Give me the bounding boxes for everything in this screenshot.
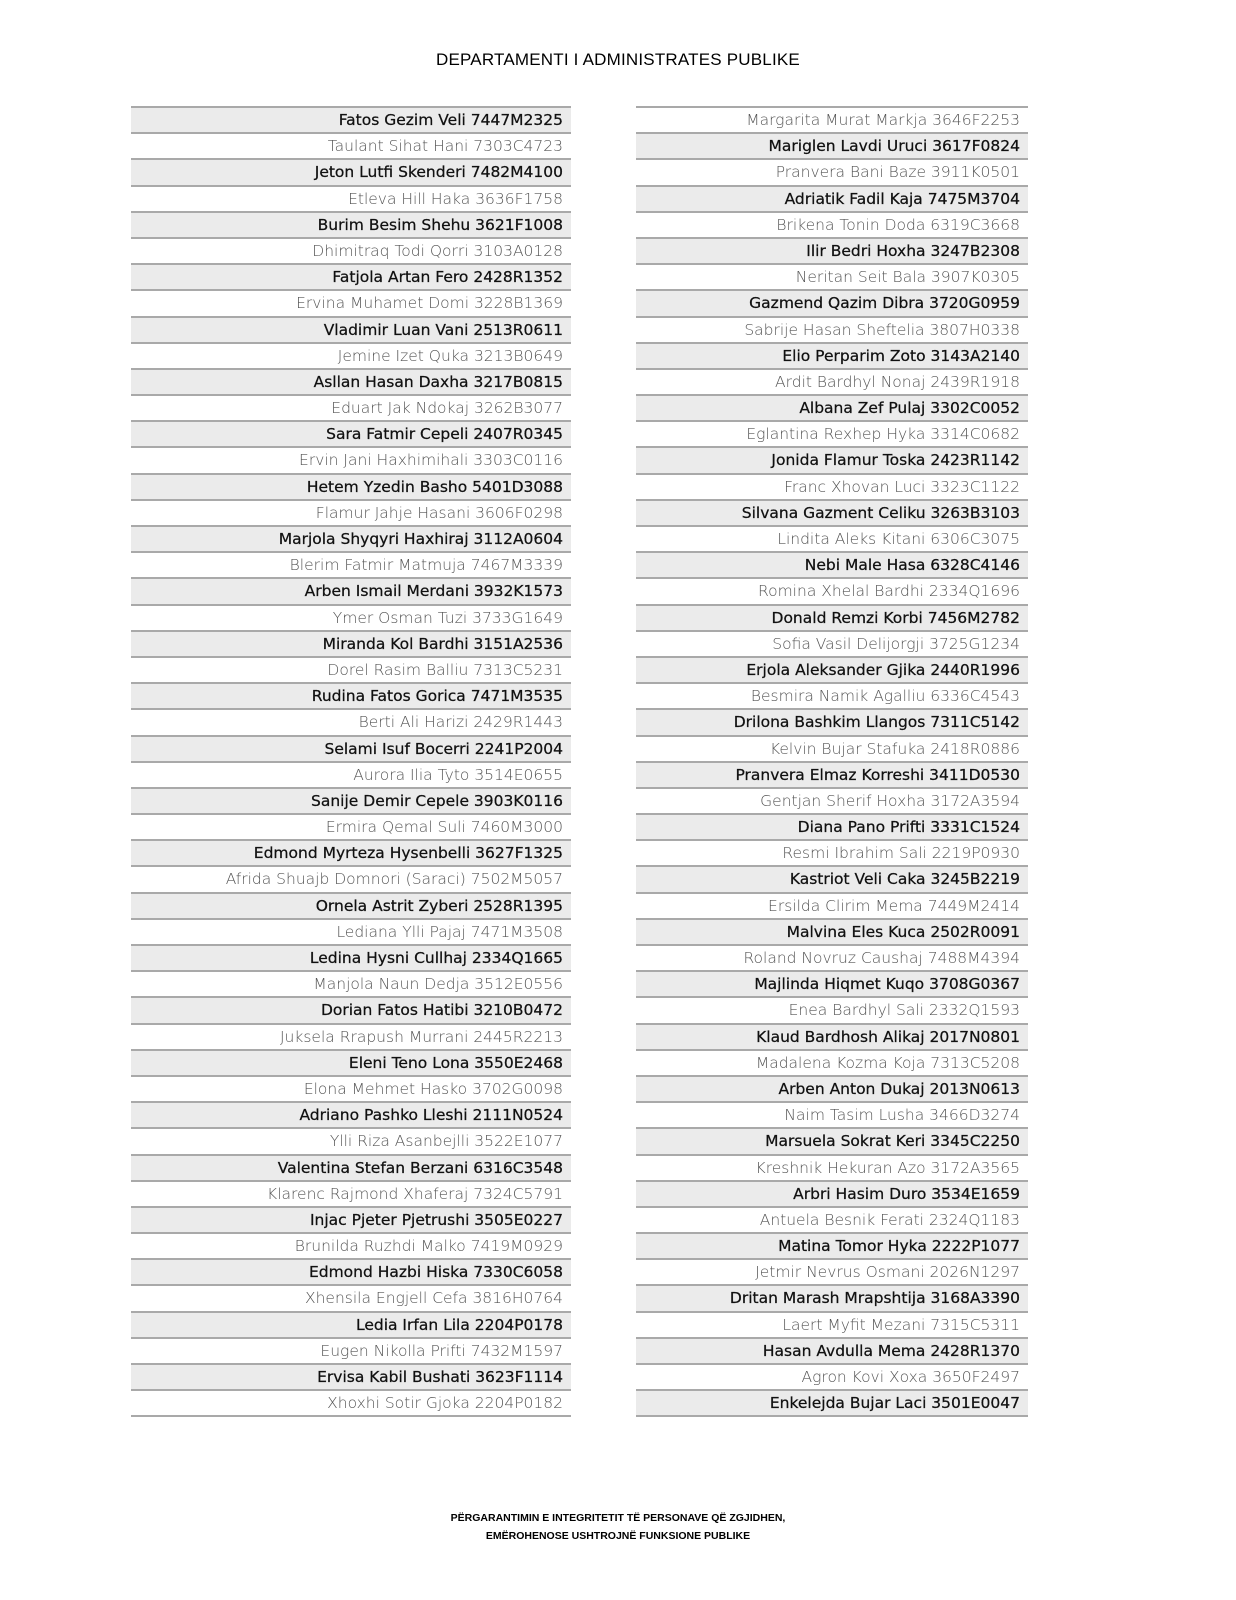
list-item: Silvana Gazment Celiku 3263B3103 <box>636 499 1028 525</box>
list-item: Kastriot Veli Caka 3245B2219 <box>636 865 1028 891</box>
list-item: Edmond Hazbi Hiska 7330C6058 <box>131 1258 571 1284</box>
list-item: Burim Besim Shehu 3621F1008 <box>131 211 571 237</box>
list-item: Xhensila Engjell Cefa 3816H0764 <box>131 1284 571 1310</box>
list-item: Ledia Irfan Lila 2204P0178 <box>131 1311 571 1337</box>
list-item: Juksela Rrapush Murrani 2445R2213 <box>131 1023 571 1049</box>
list-item: Ervin Jani Haxhimihali 3303C0116 <box>131 446 571 472</box>
list-item: Majlinda Hiqmet Kuqo 3708G0367 <box>636 970 1028 996</box>
list-item: Romina Xhelal Bardhi 2334Q1696 <box>636 577 1028 603</box>
list-item: Naim Tasim Lusha 3466D3274 <box>636 1101 1028 1127</box>
list-item: Brikena Tonin Doda 6319C3668 <box>636 211 1028 237</box>
list-item: Laert Myfit Mezani 7315C5311 <box>636 1311 1028 1337</box>
list-item: Eugen Nikolla Prifti 7432M1597 <box>131 1337 571 1363</box>
list-item: Ardit Bardhyl Nonaj 2439R1918 <box>636 368 1028 394</box>
list-item: Dorian Fatos Hatibi 3210B0472 <box>131 996 571 1022</box>
list-item: Nebi Male Hasa 6328C4146 <box>636 551 1028 577</box>
list-item: Eleni Teno Lona 3550E2468 <box>131 1049 571 1075</box>
list-item: Arbri Hasim Duro 3534E1659 <box>636 1180 1028 1206</box>
list-item: Madalena Kozma Koja 7313C5208 <box>636 1049 1028 1075</box>
list-item: Ymer Osman Tuzi 3733G1649 <box>131 604 571 630</box>
list-item: Dorel Rasim Balliu 7313C5231 <box>131 656 571 682</box>
list-item: Miranda Kol Bardhi 3151A2536 <box>131 630 571 656</box>
list-item: Diana Pano Prifti 3331C1524 <box>636 813 1028 839</box>
list-item: Marsuela Sokrat Keri 3345C2250 <box>636 1127 1028 1153</box>
list-item: Jetmir Nevrus Osmani 2026N1297 <box>636 1258 1028 1284</box>
column-divider <box>636 1415 1028 1417</box>
list-item: Arben Anton Dukaj 2013N0613 <box>636 1075 1028 1101</box>
list-item: Enea Bardhyl Sali 2332Q1593 <box>636 996 1028 1022</box>
list-item: Jemine Izet Quka 3213B0649 <box>131 342 571 368</box>
list-item: Brunilda Ruzhdi Malko 7419M0929 <box>131 1232 571 1258</box>
list-item: Manjola Naun Dedja 3512E0556 <box>131 970 571 996</box>
list-item: Ornela Astrit Zyberi 2528R1395 <box>131 892 571 918</box>
list-item: Sofia Vasil Delijorgji 3725G1234 <box>636 630 1028 656</box>
list-item: Mariglen Lavdi Uruci 3617F0824 <box>636 132 1028 158</box>
list-item: Sara Fatmir Cepeli 2407R0345 <box>131 420 571 446</box>
list-item: Eglantina Rexhep Hyka 3314C0682 <box>636 420 1028 446</box>
list-item: Klarenc Rajmond Xhaferaj 7324C5791 <box>131 1180 571 1206</box>
list-item: Sanije Demir Cepele 3903K0116 <box>131 787 571 813</box>
list-item: Kreshnik Hekuran Azo 3172A3565 <box>636 1154 1028 1180</box>
list-item: Xhoxhi Sotir Gjoka 2204P0182 <box>131 1389 571 1415</box>
list-item: Hetem Yzedin Basho 5401D3088 <box>131 473 571 499</box>
list-item: Lindita Aleks Kitani 6306C3075 <box>636 525 1028 551</box>
list-item: Lediana Ylli Pajaj 7471M3508 <box>131 918 571 944</box>
list-item: Ervisa Kabil Bushati 3623F1114 <box>131 1363 571 1389</box>
list-item: Injac Pjeter Pjetrushi 3505E0227 <box>131 1206 571 1232</box>
list-item: Ylli Riza Asanbejlli 3522E1077 <box>131 1127 571 1153</box>
list-item: Albana Zef Pulaj 3302C0052 <box>636 394 1028 420</box>
list-item: Besmira Namik Agalliu 6336C4543 <box>636 682 1028 708</box>
list-item: Ermira Qemal Suli 7460M3000 <box>131 813 571 839</box>
list-item: Aurora Ilia Tyto 3514E0655 <box>131 761 571 787</box>
list-item: Resmi Ibrahim Sali 2219P0930 <box>636 839 1028 865</box>
list-item: Kelvin Bujar Stafuka 2418R0886 <box>636 735 1028 761</box>
list-item: Neritan Seit Bala 3907K0305 <box>636 263 1028 289</box>
list-item: Asllan Hasan Daxha 3217B0815 <box>131 368 571 394</box>
list-item: Dritan Marash Mrapshtija 3168A3390 <box>636 1284 1028 1310</box>
list-item: Enkelejda Bujar Laci 3501E0047 <box>636 1389 1028 1415</box>
footer <box>0 1509 1236 1545</box>
list-item: Elio Perparim Zoto 3143A2140 <box>636 342 1028 368</box>
list-item: Gazmend Qazim Dibra 3720G0959 <box>636 289 1028 315</box>
list-item: Agron Kovi Xoxa 3650F2497 <box>636 1363 1028 1389</box>
list-item: Ledina Hysni Cullhaj 2334Q1665 <box>131 944 571 970</box>
list-item: Franc Xhovan Luci 3323C1122 <box>636 473 1028 499</box>
list-item: Drilona Bashkim Llangos 7311C5142 <box>636 708 1028 734</box>
name-list-right <box>636 106 1028 1417</box>
list-item: Taulant Sihat Hani 7303C4723 <box>131 132 571 158</box>
list-item: Donald Remzi Korbi 7456M2782 <box>636 604 1028 630</box>
list-item: Selami Isuf Bocerri 2241P2004 <box>131 735 571 761</box>
list-item: Afrida Shuajb Domnori (Saraci) 7502M5057 <box>131 865 571 891</box>
footer-line-1: PËRGARANTIMIN E INTEGRITETIT TË PERSONAVE QË ZGJIDHEN, <box>450 1512 786 1524</box>
list-item: Jonida Flamur Toska 2423R1142 <box>636 446 1028 472</box>
page-title: DEPARTAMENTI I ADMINISTRATES PUBLIKE <box>436 50 800 69</box>
list-item: Roland Novruz Caushaj 7488M4394 <box>636 944 1028 970</box>
list-item: Pranvera Bani Baze 3911K0501 <box>636 158 1028 184</box>
list-item: Ersilda Clirim Mema 7449M2414 <box>636 892 1028 918</box>
list-item: Valentina Stefan Berzani 6316C3548 <box>131 1154 571 1180</box>
list-item: Jeton Lutfi Skenderi 7482M4100 <box>131 158 571 184</box>
list-item: Sabrije Hasan Sheftelia 3807H0338 <box>636 316 1028 342</box>
list-item: Blerim Fatmir Matmuja 7467M3339 <box>131 551 571 577</box>
list-item: Elona Mehmet Hasko 3702G0098 <box>131 1075 571 1101</box>
list-item: Ilir Bedri Hoxha 3247B2308 <box>636 237 1028 263</box>
column-divider <box>131 1415 571 1417</box>
list-item: Klaud Bardhosh Alikaj 2017N0801 <box>636 1023 1028 1049</box>
list-item: Marjola Shyqyri Haxhiraj 3112A0604 <box>131 525 571 551</box>
footer-line-2: EMËROHENOSE USHTROJNË FUNKSIONE PUBLIKE <box>485 1530 751 1542</box>
list-item: Matina Tomor Hyka 2222P1077 <box>636 1232 1028 1258</box>
list-item: Gentjan Sherif Hoxha 3172A3594 <box>636 787 1028 813</box>
list-item: Rudina Fatos Gorica 7471M3535 <box>131 682 571 708</box>
name-list-left <box>131 106 571 1417</box>
list-item: Fatjola Artan Fero 2428R1352 <box>131 263 571 289</box>
list-item: Ervina Muhamet Domi 3228B1369 <box>131 289 571 315</box>
list-item: Fatos Gezim Veli 7447M2325 <box>131 106 571 132</box>
list-item: Margarita Murat Markja 3646F2253 <box>636 106 1028 132</box>
list-item: Adriatik Fadil Kaja 7475M3704 <box>636 185 1028 211</box>
list-item: Etleva Hill Haka 3636F1758 <box>131 185 571 211</box>
list-item: Malvina Eles Kuca 2502R0091 <box>636 918 1028 944</box>
list-item: Berti Ali Harizi 2429R1443 <box>131 708 571 734</box>
list-item: Adriano Pashko Lleshi 2111N0524 <box>131 1101 571 1127</box>
list-item: Pranvera Elmaz Korreshi 3411D0530 <box>636 761 1028 787</box>
list-item: Arben Ismail Merdani 3932K1573 <box>131 577 571 603</box>
list-item: Eduart Jak Ndokaj 3262B3077 <box>131 394 571 420</box>
list-item: Hasan Avdulla Mema 2428R1370 <box>636 1337 1028 1363</box>
list-item: Edmond Myrteza Hysenbelli 3627F1325 <box>131 839 571 865</box>
list-item: Erjola Aleksander Gjika 2440R1996 <box>636 656 1028 682</box>
list-item: Dhimitraq Todi Qorri 3103A0128 <box>131 237 571 263</box>
list-item: Antuela Besnik Ferati 2324Q1183 <box>636 1206 1028 1232</box>
list-item: Vladimir Luan Vani 2513R0611 <box>131 316 571 342</box>
list-item: Flamur Jahje Hasani 3606F0298 <box>131 499 571 525</box>
